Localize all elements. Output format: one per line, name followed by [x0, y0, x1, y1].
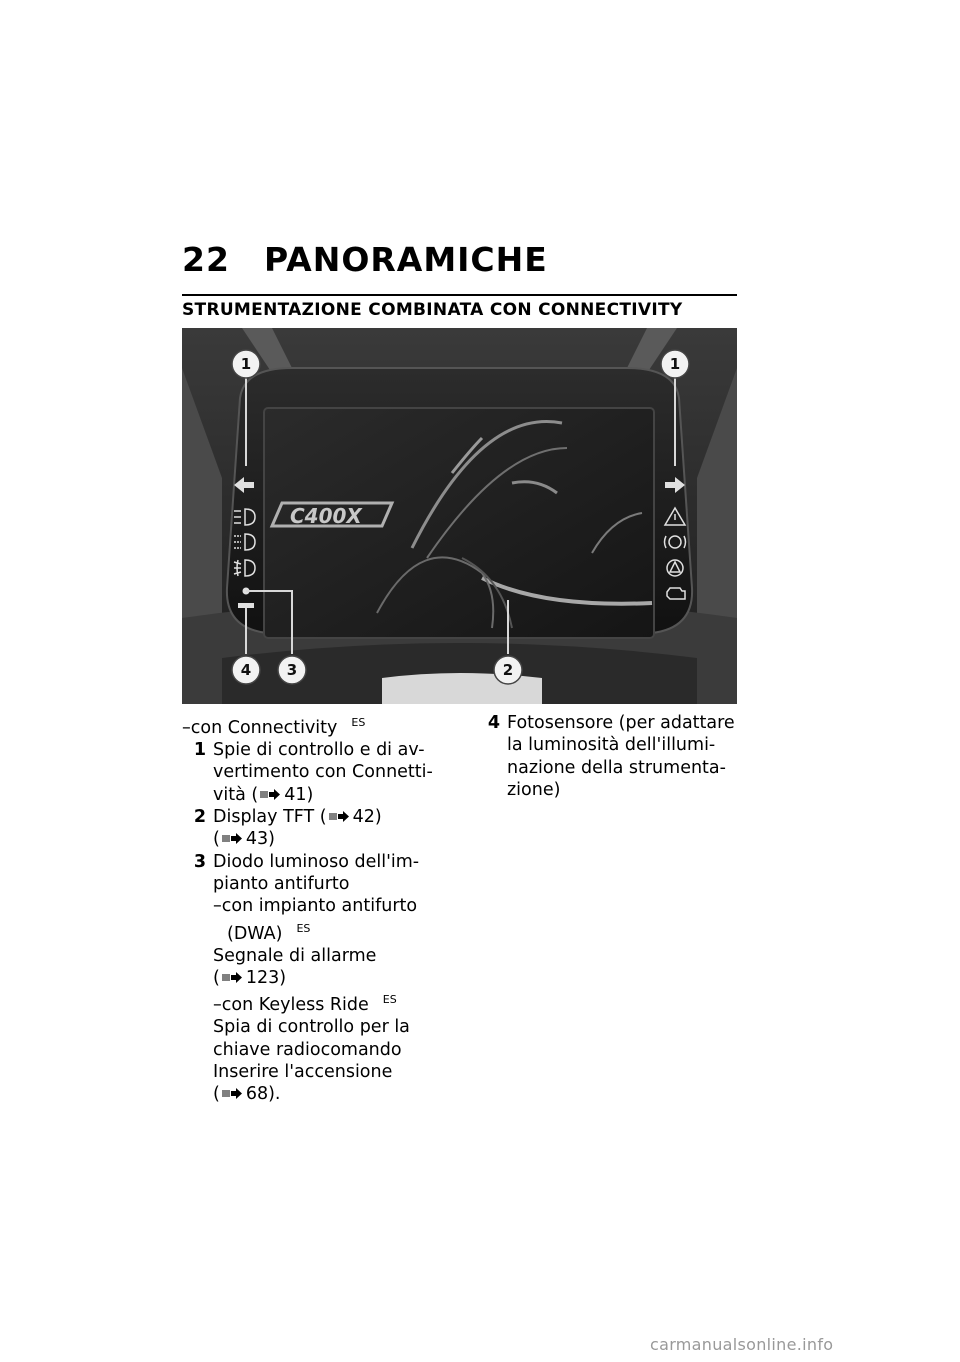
item-line: vità ( [213, 784, 259, 805]
item-number: 1 [193, 740, 206, 761]
watermark: carmanualsonline.info [650, 1335, 834, 1354]
page-reference[interactable]: 123) [245, 967, 287, 988]
item-line: Fotosensore (per adattare [507, 713, 735, 733]
item-line: vertimento con Connetti- [213, 762, 433, 783]
item-line: Display TFT ( [213, 807, 327, 828]
callout-3 [278, 656, 306, 684]
page-reference[interactable]: 41) [284, 784, 314, 805]
photosensor-icon [238, 603, 254, 608]
item-line: Spia di controllo per la [213, 1017, 410, 1038]
sub-condition-dwa [213, 895, 442, 944]
item-line: Spie di controllo e di av- [213, 740, 425, 761]
item-line: la luminosità dell'illumi- [507, 735, 716, 756]
item-line: zione) [507, 779, 561, 800]
callout-1-left [232, 350, 260, 378]
condition-text: –con Connectivity [182, 717, 338, 738]
callout-2 [494, 656, 522, 684]
item-line: ( [213, 1084, 220, 1105]
sub-condition-text: (DWA) [227, 923, 283, 944]
condition-sup: ES [351, 716, 366, 729]
item-line: ( [213, 829, 220, 850]
item-line: Diodo luminoso dell'im- [213, 851, 420, 872]
item-line: nazione della strumenta- [507, 757, 726, 778]
item-number: 4 [487, 713, 500, 733]
page-number: 22 [182, 240, 230, 279]
callout-1-right [661, 350, 689, 378]
page-reference-icon [222, 833, 242, 844]
svg-text:1: 1 [240, 355, 252, 373]
page-reference-icon [260, 789, 280, 800]
svg-text:3: 3 [286, 661, 298, 679]
item-line: ( [213, 967, 220, 988]
chapter-title: PANORAMICHE [264, 240, 548, 279]
item-line: Inserire l'accensione [213, 1061, 393, 1082]
item-number: 2 [193, 807, 206, 828]
svg-text:2: 2 [502, 661, 514, 679]
sub-condition-text: –con Keyless Ride [213, 995, 369, 1016]
page-reference[interactable]: 43) [245, 829, 275, 850]
page-reference[interactable]: 42) [352, 807, 382, 828]
page-reference-icon [222, 972, 242, 983]
page-reference[interactable]: 68). [245, 1084, 281, 1105]
item-line: Segnale di allarme [213, 945, 377, 966]
list-item-3 [182, 851, 442, 1106]
svg-text:C400X: C400X [290, 504, 362, 528]
page-reference-icon [329, 811, 349, 822]
sub-condition-text: –con impianto antifurto [213, 896, 418, 917]
page-reference-icon [222, 1088, 242, 1099]
header-rule [182, 294, 737, 296]
svg-text:1: 1 [669, 355, 681, 373]
item-number: 3 [193, 851, 206, 872]
list-item-1 [182, 739, 442, 806]
list-item-2 [182, 806, 442, 851]
item-line: pianto antifurto [213, 873, 350, 894]
callout-4 [232, 656, 260, 684]
sub-condition-keyless [213, 989, 442, 1016]
section-title: STRUMENTAZIONE COMBINATA CON CONNECTIVITY [182, 300, 683, 320]
condition-sup: ES [382, 993, 397, 1007]
left-column [182, 712, 442, 1106]
svg-text:4: 4 [240, 661, 252, 679]
list-item-4 [476, 712, 736, 801]
condition-connectivity [182, 712, 442, 739]
right-column [476, 712, 736, 801]
instrument-cluster-figure [182, 328, 737, 704]
condition-sup: ES [296, 921, 311, 935]
item-line: chiave radiocomando [213, 1039, 402, 1060]
